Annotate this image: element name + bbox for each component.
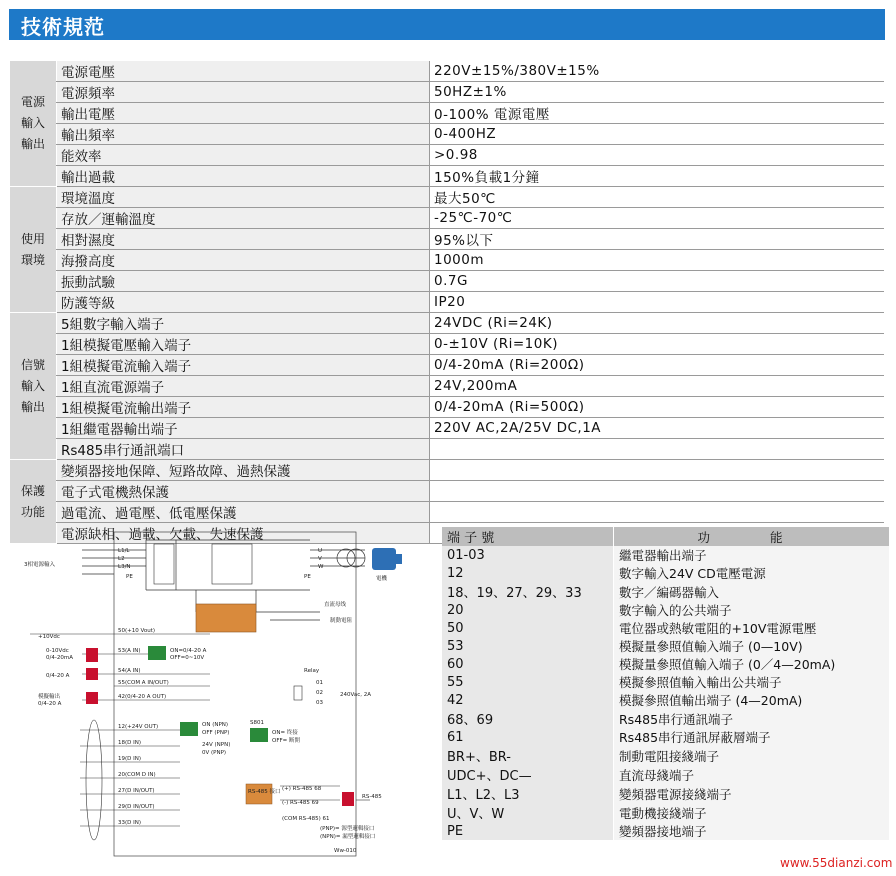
- spec-value: 95%以下: [430, 229, 885, 250]
- spec-name: 存放／運輸溫度: [57, 208, 430, 229]
- terminal-no: 50: [442, 619, 614, 637]
- spec-row: [10, 376, 884, 397]
- svg-text:OFF=0~10V: OFF=0~10V: [170, 655, 205, 661]
- svg-text:19(D IN): 19(D IN): [118, 756, 142, 762]
- spec-name: 電子式電機熱保護: [57, 481, 430, 502]
- svg-text:Relay: Relay: [304, 668, 320, 674]
- svg-text:0/4-20 A: 0/4-20 A: [38, 701, 62, 707]
- motor-icon: [372, 548, 396, 570]
- svg-text:ON (NPN): ON (NPN): [202, 722, 229, 728]
- svg-text:S801: S801: [250, 720, 264, 726]
- spec-value: 最大50℃: [430, 187, 885, 208]
- svg-text:OFF= 断開: OFF= 断開: [272, 738, 301, 744]
- svg-text:L3/N: L3/N: [118, 564, 131, 570]
- spec-value: 150%負載1分鐘: [430, 166, 885, 187]
- spec-name: 防護等級: [57, 292, 430, 313]
- spec-value: [430, 439, 885, 460]
- svg-text:PE: PE: [126, 574, 133, 580]
- spec-value: 0-100% 電源電壓: [430, 103, 885, 124]
- svg-text:Ww-010: Ww-010: [334, 848, 357, 854]
- svg-text:L1/L: L1/L: [118, 548, 130, 554]
- svg-text:42(0/4-20 A OUT): 42(0/4-20 A OUT): [118, 694, 167, 700]
- terminal-row: [442, 746, 889, 765]
- terminal-row: [442, 822, 889, 840]
- terminal-func: 直流母綫端子: [614, 765, 890, 784]
- svg-text:(-) RS-485 69: (-) RS-485 69: [282, 800, 319, 806]
- spec-name: 1組繼電器輸出端子: [57, 418, 430, 439]
- switch-s201: [148, 646, 166, 660]
- terminal-row: [442, 765, 889, 784]
- svg-text:RS-485: RS-485: [362, 794, 382, 800]
- spec-value: -25℃-70℃: [430, 208, 885, 229]
- svg-text:0/4-20 A: 0/4-20 A: [46, 673, 70, 679]
- spec-name: 1組模擬電壓輸入端子: [57, 334, 430, 355]
- svg-text:3相電源輸入: 3相電源輸入: [24, 562, 55, 568]
- terminal-row: [442, 803, 889, 822]
- watermark: www.55dianzi.com: [780, 856, 893, 870]
- svg-text:0-10Vdc: 0-10Vdc: [46, 648, 69, 654]
- svg-text:(PNP)= 源型邏輯接口: (PNP)= 源型邏輯接口: [320, 826, 375, 832]
- spec-name: 1組模擬電流輸入端子: [57, 355, 430, 376]
- spec-row: [10, 334, 884, 355]
- spec-name: 電源缺相、過載、欠載、失速保護: [57, 523, 430, 544]
- terminal-row: [442, 728, 889, 746]
- spec-value: 24V,200mA: [430, 376, 885, 397]
- terminal-no: UDC+、DC—: [442, 765, 614, 784]
- terminal-no: 42: [442, 691, 614, 709]
- spec-row: [10, 166, 884, 187]
- svg-text:PE: PE: [304, 574, 311, 580]
- terminal-func: 模擬參照值輸出端子 (4—20mA): [614, 691, 890, 709]
- svg-text:53(A IN): 53(A IN): [118, 648, 141, 654]
- spec-row: [10, 145, 884, 166]
- terminal-no: 68、69: [442, 709, 614, 728]
- spec-name: 海撥高度: [57, 250, 430, 271]
- spec-name: 電源頻率: [57, 82, 430, 103]
- spec-name: 相對濕度: [57, 229, 430, 250]
- spec-value: >0.98: [430, 145, 885, 166]
- svg-text:27(D IN/OUT): 27(D IN/OUT): [118, 788, 155, 794]
- terminal-row: [442, 582, 889, 601]
- pot-icon: [86, 648, 98, 662]
- title-banner: [9, 9, 885, 40]
- spec-value: [430, 502, 885, 523]
- spec-row: [10, 502, 884, 523]
- spec-row: [10, 103, 884, 124]
- svg-text:V: V: [318, 556, 322, 562]
- terminal-no: 20: [442, 601, 614, 619]
- svg-text:ON= 终接: ON= 终接: [272, 730, 298, 736]
- spec-value: 1000m: [430, 250, 885, 271]
- spec-category: 使用 環境: [10, 187, 57, 313]
- terminal-row: [442, 619, 889, 637]
- spec-row: [10, 481, 884, 502]
- svg-text:24V (NPN): 24V (NPN): [202, 742, 231, 748]
- spec-name: 電源電壓: [57, 61, 430, 82]
- spec-name: 輸出電壓: [57, 103, 430, 124]
- svg-text:+10Vdc: +10Vdc: [38, 634, 60, 640]
- spec-name: 變頻器接地保障、短路故障、過熱保護: [57, 460, 430, 481]
- spec-value: 50HZ±1%: [430, 82, 885, 103]
- spec-row: [10, 418, 884, 439]
- svg-text:0V (PNP): 0V (PNP): [202, 750, 227, 756]
- svg-text:29(D IN/OUT): 29(D IN/OUT): [118, 804, 155, 810]
- spec-row: [10, 250, 884, 271]
- terminal-func: 繼電器輸出端子: [614, 546, 890, 564]
- terminal-header-no: 端 子 號: [442, 527, 614, 546]
- spec-value: 220V±15%/380V±15%: [430, 61, 885, 82]
- terminal-row: [442, 709, 889, 728]
- terminal-no: 18、19、27、29、33: [442, 582, 614, 601]
- spec-row: [10, 313, 884, 334]
- spec-row: [10, 61, 884, 82]
- terminal-row: [442, 784, 889, 803]
- svg-text:RS-485 接口: RS-485 接口: [248, 789, 281, 795]
- svg-text:OFF (PNP): OFF (PNP): [202, 730, 230, 736]
- spec-row: [10, 397, 884, 418]
- power-module: [196, 604, 256, 632]
- svg-text:電機: 電機: [376, 576, 388, 582]
- svg-text:(+) RS-485 68: (+) RS-485 68: [282, 786, 322, 792]
- svg-text:L2: L2: [118, 556, 125, 562]
- terminal-row: [442, 564, 889, 582]
- terminal-func: 數字／編碼器輸入: [614, 582, 890, 601]
- svg-text:W: W: [318, 564, 324, 570]
- svg-text:ON=0/4-20 A: ON=0/4-20 A: [170, 648, 207, 654]
- terminal-func: 電位器或熱敏電阻的+10V電源電壓: [614, 619, 890, 637]
- svg-text:制動電阻: 制動電阻: [330, 618, 353, 624]
- svg-text:(NPN)= 漏型邏輯接口: (NPN)= 漏型邏輯接口: [320, 834, 376, 840]
- spec-name: 過電流、過電壓、低電壓保護: [57, 502, 430, 523]
- spec-name: 振動試驗: [57, 271, 430, 292]
- spec-category: 電源 輸入 輸出: [10, 61, 57, 187]
- spec-table: [10, 61, 884, 544]
- terminal-func: Rs485串行通訊端子: [614, 709, 890, 728]
- terminal-no: 53: [442, 637, 614, 655]
- terminal-no: 01-03: [442, 546, 614, 564]
- spec-value: [430, 460, 885, 481]
- spec-category: 保護 功能: [10, 460, 57, 544]
- spec-row: [10, 187, 884, 208]
- svg-text:01: 01: [316, 680, 323, 686]
- terminal-row: [442, 601, 889, 619]
- terminal-func: 模擬參照值輸入輸出公共端子: [614, 673, 890, 691]
- terminal-func: 數字輸入的公共端子: [614, 601, 890, 619]
- spec-row: [10, 82, 884, 103]
- terminal-no: BR+、BR-: [442, 746, 614, 765]
- spec-name: 5組數字輸入端子: [57, 313, 430, 334]
- terminal-func: 變頻器電源接綫端子: [614, 784, 890, 803]
- terminal-row: [442, 655, 889, 673]
- terminal-row: [442, 691, 889, 709]
- svg-text:(COM RS-485) 61: (COM RS-485) 61: [282, 816, 330, 822]
- terminal-no: U、V、W: [442, 803, 614, 822]
- terminal-row: [442, 673, 889, 691]
- spec-name: 1組直流電源端子: [57, 376, 430, 397]
- spec-value: 220V AC,2A/25V DC,1A: [430, 418, 885, 439]
- svg-text:240Vac, 2A: 240Vac, 2A: [340, 692, 371, 698]
- spec-name: 能效率: [57, 145, 430, 166]
- page-title: 技術規范: [21, 15, 105, 39]
- wiring-diagram: [20, 530, 428, 860]
- terminal-func: Rs485串行通訊屏蔽層端子: [614, 728, 890, 746]
- terminal-no: 55: [442, 673, 614, 691]
- spec-name: Rs485串行通訊端口: [57, 439, 430, 460]
- svg-text:33(D IN): 33(D IN): [118, 820, 142, 826]
- spec-row: [10, 271, 884, 292]
- svg-text:U: U: [318, 548, 323, 554]
- terminal-func: 電動機接綫端子: [614, 803, 890, 822]
- spec-value: 0/4-20mA (Ri=200Ω): [430, 355, 885, 376]
- terminal-header-func: 功 能: [614, 527, 890, 546]
- terminal-no: 12: [442, 564, 614, 582]
- spec-name: 輸出頻率: [57, 124, 430, 145]
- spec-value: 24VDC (Ri=24K): [430, 313, 885, 334]
- spec-name: 輸出過載: [57, 166, 430, 187]
- svg-text:54(A IN): 54(A IN): [118, 668, 141, 674]
- terminal-no: PE: [442, 822, 614, 840]
- svg-text:12(+24V OUT): 12(+24V OUT): [118, 724, 159, 730]
- spec-row: [10, 460, 884, 481]
- spec-value: 0/4-20mA (Ri=500Ω): [430, 397, 885, 418]
- spec-row: [10, 208, 884, 229]
- spec-name: 1組模擬電流輸出端子: [57, 397, 430, 418]
- terminal-func: 制動電阻接綫端子: [614, 746, 890, 765]
- svg-text:0/4-20mA: 0/4-20mA: [46, 655, 73, 661]
- terminal-func: 變頻器接地端子: [614, 822, 890, 840]
- terminal-no: 60: [442, 655, 614, 673]
- spec-row: [10, 292, 884, 313]
- terminal-table: [442, 527, 889, 840]
- terminal-header-row: [442, 527, 889, 546]
- terminal-func: 模擬量參照值輸入端子 (0—10V): [614, 637, 890, 655]
- svg-text:55(COM A IN/OUT): 55(COM A IN/OUT): [118, 680, 169, 686]
- svg-text:20(COM D IN): 20(COM D IN): [118, 772, 156, 778]
- svg-text:直流母线: 直流母线: [324, 602, 347, 608]
- spec-value: 0-400HZ: [430, 124, 885, 145]
- spec-name: 環境溫度: [57, 187, 430, 208]
- spec-value: 0.7G: [430, 271, 885, 292]
- terminal-func: 數字輸入24V CD電壓電源: [614, 564, 890, 582]
- terminal-no: L1、L2、L3: [442, 784, 614, 803]
- terminal-row: [442, 546, 889, 564]
- spec-category: 信號 輸入 輸出: [10, 313, 57, 460]
- svg-text:18(D IN): 18(D IN): [118, 740, 142, 746]
- spec-row: [10, 439, 884, 460]
- spec-row: [10, 124, 884, 145]
- terminal-row: [442, 637, 889, 655]
- svg-text:03: 03: [316, 700, 323, 706]
- spec-value: [430, 481, 885, 502]
- terminal-func: 模擬量參照值輸入端子 (0／4—20mA): [614, 655, 890, 673]
- svg-text:50(+10 Vout): 50(+10 Vout): [118, 628, 155, 634]
- svg-text:02: 02: [316, 690, 323, 696]
- spec-value: 0-±10V (Ri=10K): [430, 334, 885, 355]
- spec-value: IP20: [430, 292, 885, 313]
- spec-row: [10, 229, 884, 250]
- terminal-no: 61: [442, 728, 614, 746]
- spec-row: [10, 355, 884, 376]
- svg-text:模擬輸出: 模擬輸出: [38, 694, 61, 700]
